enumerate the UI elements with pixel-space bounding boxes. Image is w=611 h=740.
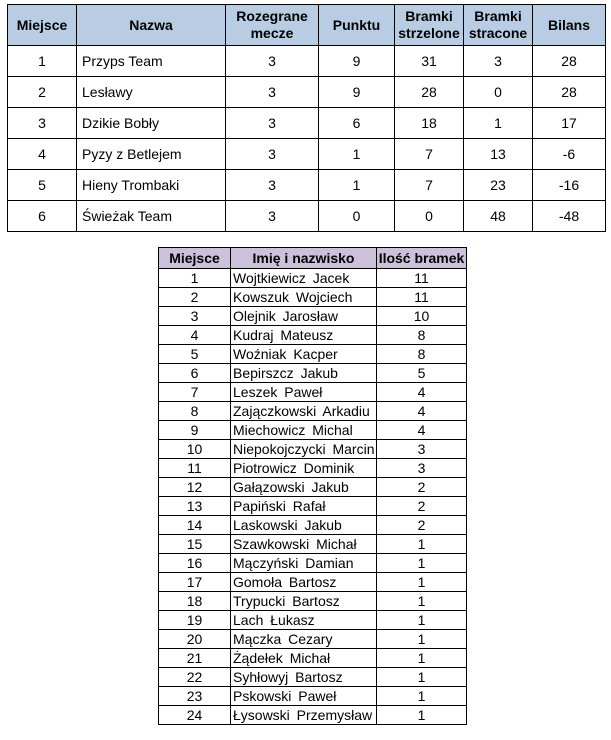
scorer-goals-cell: 3: [377, 440, 467, 459]
scorer-place-cell: 8: [159, 402, 231, 421]
standings-place-cell: 6: [8, 201, 77, 232]
scorer-goals-cell: 1: [377, 668, 467, 687]
scorers-table: [158, 247, 467, 725]
standings-team-cell: Świeżak Team: [77, 201, 226, 232]
standings-points-cell: 1: [319, 170, 395, 201]
standings-conceded-cell: 3: [464, 46, 533, 77]
standings-header-balance: Bilans: [533, 5, 606, 46]
scorer-name-cell: Leszek Paweł: [231, 383, 377, 402]
scorer-place-cell: 4: [159, 326, 231, 345]
standings-played-cell: 3: [226, 77, 319, 108]
standings-header-conceded-line1: Bramki: [474, 8, 522, 24]
standings-header-place: Miejsce: [8, 5, 77, 46]
standings-scored-cell: 18: [395, 108, 464, 139]
standings-conceded-cell: 13: [464, 139, 533, 170]
standings-row: [8, 201, 606, 232]
scorer-name-cell: Mączyński Damian: [231, 554, 377, 573]
standings-header-played: [226, 5, 319, 46]
standings-place-cell: 1: [8, 46, 77, 77]
scorer-place-cell: 22: [159, 668, 231, 687]
standings-played-cell: 3: [226, 139, 319, 170]
scorer-place-cell: 23: [159, 687, 231, 706]
scorer-row: [159, 668, 467, 687]
scorer-name-cell: Trypucki Bartosz: [231, 592, 377, 611]
scorer-row: [159, 611, 467, 630]
scorer-name-cell: Kudraj Mateusz: [231, 326, 377, 345]
scorer-row: [159, 383, 467, 402]
standings-balance-cell: -16: [533, 170, 606, 201]
standings-team-cell: Hieny Trombaki: [77, 170, 226, 201]
standings-scored-cell: 31: [395, 46, 464, 77]
scorer-goals-cell: 5: [377, 364, 467, 383]
scorer-name-cell: Żądełek Michał: [231, 649, 377, 668]
standings-played-cell: 3: [226, 108, 319, 139]
scorer-goals-cell: 2: [377, 497, 467, 516]
scorer-place-cell: 1: [159, 269, 231, 288]
scorer-goals-cell: 1: [377, 535, 467, 554]
scorer-row: [159, 288, 467, 307]
scorer-goals-cell: 1: [377, 687, 467, 706]
scorer-row: [159, 326, 467, 345]
standings-team-cell: Lesławy: [77, 77, 226, 108]
scorer-name-cell: Piotrowicz Dominik: [231, 459, 377, 478]
standings-table: [7, 4, 606, 232]
scorer-name-cell: Bepirszcz Jakub: [231, 364, 377, 383]
scorer-name-cell: Mączka Cezary: [231, 630, 377, 649]
standings-conceded-cell: 23: [464, 170, 533, 201]
scorer-name-cell: Wojtkiewicz Jacek: [231, 269, 377, 288]
standings-conceded-cell: 1: [464, 108, 533, 139]
standings-header-conceded-line2: stracone: [468, 25, 528, 41]
scorer-goals-cell: 1: [377, 630, 467, 649]
scorer-name-cell: Syhłowyj Bartosz: [231, 668, 377, 687]
standings-points-cell: 6: [319, 108, 395, 139]
scorer-row: [159, 649, 467, 668]
standings-row: [8, 46, 606, 77]
standings-played-cell: 3: [226, 201, 319, 232]
standings-scored-cell: 7: [395, 170, 464, 201]
scorer-place-cell: 13: [159, 497, 231, 516]
scorer-name-cell: Pskowski Paweł: [231, 687, 377, 706]
standings-row: [8, 77, 606, 108]
scorer-name-cell: Gałązowski Jakub: [231, 478, 377, 497]
standings-header-row: [8, 5, 606, 46]
scorer-goals-cell: 1: [377, 592, 467, 611]
standings-header-team: Nazwa: [77, 5, 226, 46]
scorer-row: [159, 554, 467, 573]
scorer-place-cell: 2: [159, 288, 231, 307]
scorer-name-cell: Olejnik Jarosław: [231, 307, 377, 326]
scorer-goals-cell: 2: [377, 478, 467, 497]
standings-conceded-cell: 0: [464, 77, 533, 108]
standings-points-cell: 1: [319, 139, 395, 170]
scorer-place-cell: 3: [159, 307, 231, 326]
scorer-place-cell: 15: [159, 535, 231, 554]
standings-points-cell: 9: [319, 77, 395, 108]
scorer-row: [159, 364, 467, 383]
scorer-name-cell: Łysowski Przemysław: [231, 706, 377, 725]
scorer-goals-cell: 2: [377, 516, 467, 535]
scorer-row: [159, 516, 467, 535]
scorer-goals-cell: 1: [377, 611, 467, 630]
scorer-row: [159, 535, 467, 554]
standings-scored-cell: 0: [395, 201, 464, 232]
standings-balance-cell: -48: [533, 201, 606, 232]
scorer-row: [159, 345, 467, 364]
scorer-row: [159, 269, 467, 288]
scorer-row: [159, 630, 467, 649]
scorer-place-cell: 20: [159, 630, 231, 649]
scorer-name-cell: Papiński Rafał: [231, 497, 377, 516]
standings-balance-cell: 17: [533, 108, 606, 139]
scorer-place-cell: 18: [159, 592, 231, 611]
standings-played-cell: 3: [226, 46, 319, 77]
standings-place-cell: 3: [8, 108, 77, 139]
scorers-header-goals: Ilość bramek: [377, 248, 467, 269]
scorer-name-cell: Laskowski Jakub: [231, 516, 377, 535]
scorer-place-cell: 24: [159, 706, 231, 725]
standings-scored-cell: 28: [395, 77, 464, 108]
scorer-row: [159, 706, 467, 725]
scorer-place-cell: 6: [159, 364, 231, 383]
standings-balance-cell: -6: [533, 139, 606, 170]
scorers-header-row: [159, 248, 467, 269]
scorer-place-cell: 12: [159, 478, 231, 497]
scorer-goals-cell: 1: [377, 649, 467, 668]
scorer-goals-cell: 10: [377, 307, 467, 326]
scorer-goals-cell: 1: [377, 706, 467, 725]
standings-team-cell: Dzikie Bobły: [77, 108, 226, 139]
scorer-goals-cell: 8: [377, 345, 467, 364]
standings-header-conceded: [464, 5, 533, 46]
scorer-goals-cell: 4: [377, 402, 467, 421]
scorer-goals-cell: 11: [377, 288, 467, 307]
scorer-goals-cell: 4: [377, 421, 467, 440]
standings-team-cell: Przyps Team: [77, 46, 226, 77]
standings-team-cell: Pyzy z Betlejem: [77, 139, 226, 170]
scorer-row: [159, 592, 467, 611]
scorer-place-cell: 11: [159, 459, 231, 478]
standings-header-scored-line2: strzelone: [398, 25, 460, 41]
scorer-row: [159, 421, 467, 440]
standings-place-cell: 4: [8, 139, 77, 170]
scorer-place-cell: 21: [159, 649, 231, 668]
standings-points-cell: 9: [319, 46, 395, 77]
standings-header-played-line1: Rozegrane: [236, 8, 308, 24]
scorer-row: [159, 573, 467, 592]
scorer-row: [159, 307, 467, 326]
scorer-goals-cell: 1: [377, 573, 467, 592]
standings-row: [8, 170, 606, 201]
scorer-place-cell: 9: [159, 421, 231, 440]
scorer-place-cell: 5: [159, 345, 231, 364]
scorer-place-cell: 19: [159, 611, 231, 630]
scorer-row: [159, 497, 467, 516]
standings-balance-cell: 28: [533, 46, 606, 77]
scorer-place-cell: 14: [159, 516, 231, 535]
scorer-row: [159, 440, 467, 459]
scorer-name-cell: Miechowicz Michal: [231, 421, 377, 440]
scorer-name-cell: Niepokojczycki Marcin: [231, 440, 377, 459]
scorer-place-cell: 10: [159, 440, 231, 459]
scorer-name-cell: Szawkowski Michał: [231, 535, 377, 554]
standings-row: [8, 139, 606, 170]
scorer-name-cell: Kowszuk Wojciech: [231, 288, 377, 307]
scorer-goals-cell: 11: [377, 269, 467, 288]
scorer-place-cell: 7: [159, 383, 231, 402]
standings-points-cell: 0: [319, 201, 395, 232]
standings-place-cell: 2: [8, 77, 77, 108]
scorer-name-cell: Zajączkowski Arkadiu: [231, 402, 377, 421]
scorer-place-cell: 16: [159, 554, 231, 573]
scorer-row: [159, 402, 467, 421]
standings-header-scored: [395, 5, 464, 46]
standings-balance-cell: 28: [533, 77, 606, 108]
standings-header-scored-line1: Bramki: [405, 8, 453, 24]
standings-row: [8, 108, 606, 139]
scorer-name-cell: Gomoła Bartosz: [231, 573, 377, 592]
standings-scored-cell: 7: [395, 139, 464, 170]
scorer-goals-cell: 4: [377, 383, 467, 402]
scorer-goals-cell: 1: [377, 554, 467, 573]
scorer-name-cell: Lach Łukasz: [231, 611, 377, 630]
scorers-header-place: Miejsce: [159, 248, 231, 269]
standings-played-cell: 3: [226, 170, 319, 201]
scorers-header-player: Imię i nazwisko: [231, 248, 377, 269]
scorer-goals-cell: 8: [377, 326, 467, 345]
scorer-row: [159, 478, 467, 497]
scorer-name-cell: Woźniak Kacper: [231, 345, 377, 364]
scorer-row: [159, 459, 467, 478]
scorer-place-cell: 17: [159, 573, 231, 592]
standings-conceded-cell: 48: [464, 201, 533, 232]
standings-header-points: Punktu: [319, 5, 395, 46]
standings-header-played-line2: mecze: [250, 25, 294, 41]
standings-place-cell: 5: [8, 170, 77, 201]
scorer-goals-cell: 3: [377, 459, 467, 478]
scorer-row: [159, 687, 467, 706]
